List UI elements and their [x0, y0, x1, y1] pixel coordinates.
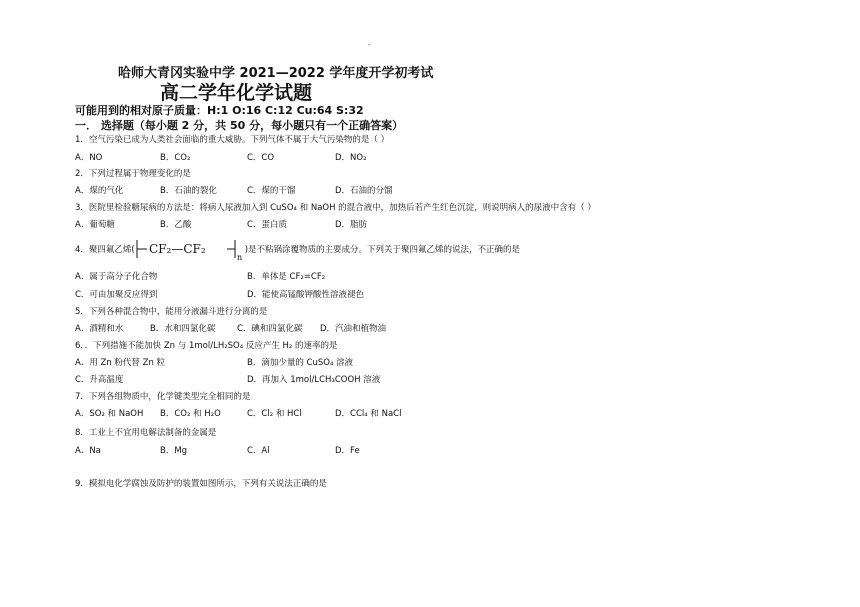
q5-option-b: B．水和四氯化碳: [150, 324, 216, 334]
q8-option-b: B．Mg: [160, 446, 188, 456]
q6-option-c: C．升高温度: [75, 375, 124, 385]
q1-option-c: C．CO: [247, 153, 275, 163]
question-1: 1．空气污染已成为人类社会面临的重大威胁。下列气体不属于大气污染物的是（ ）: [75, 135, 390, 145]
ptfe-repeat-unit: CF₂—CF₂: [148, 242, 206, 256]
q4-option-d: D．能使高锰酸钾酸性溶液褪色: [247, 290, 365, 300]
q5-option-c: C．碘和四氯化碳: [237, 324, 303, 334]
ptfe-subscript-n: n: [236, 253, 242, 262]
section-heading: 一． 选择题（每小题 2 分，共 50 分，每小题只有一个正确答案）: [75, 119, 404, 132]
q3-option-a: A．葡萄糖: [75, 220, 115, 230]
q5-option-a: A．酒精和水: [75, 324, 124, 334]
q2-option-b: B．石油的裂化: [160, 186, 217, 196]
q6-option-a: A．用 Zn 粉代替 Zn 粒: [75, 358, 166, 368]
q4-option-b: B．单体是 CF₂=CF₂: [247, 272, 326, 282]
question-3: 3．医院里检验糖尿病的方法是：将病人尿液加入到 CuSO₄ 和 NaOH 的混合液中，加热后若产生红色沉淀，则说明病人的尿液中含有（ ）: [75, 203, 596, 213]
q8-option-c: C．Al: [247, 446, 270, 456]
q2-option-a: A．煤的气化: [75, 186, 124, 196]
q2-option-c: C．煤的干馏: [247, 186, 296, 196]
q5-option-d: D．汽油和植物油: [320, 324, 387, 334]
header-dot: -: [368, 40, 371, 49]
school-heading: 哈师大青冈实验中学 2021—2022 学年度开学初考试: [118, 66, 434, 81]
question-4-pre: 4．聚四氟乙烯(: [75, 245, 135, 255]
q8-option-a: A．Na: [75, 446, 101, 456]
q1-option-b: B．CO₂: [160, 153, 191, 163]
q6-option-b: B．滴加少量的 CuSO₄ 溶液: [247, 358, 354, 368]
question-8: 8．工业上不宜用电解法制备的金属是: [75, 428, 217, 438]
atomic-mass-line: 可能用到的相对原子质量：H:1 O:16 C:12 Cu:64 S:32: [75, 104, 364, 117]
q4-option-a: A．属于高分子化合物: [75, 272, 158, 282]
q3-option-d: D．脂肪: [335, 220, 368, 230]
question-4: [75, 236, 520, 262]
q3-option-b: B．乙酸: [160, 220, 192, 230]
exam-title: 高二学年化学试题: [160, 82, 313, 104]
q7-option-a: A．SO₂ 和 NaOH: [75, 409, 144, 419]
question-7: 7．下列各组物质中，化学键类型完全相同的是: [75, 392, 251, 402]
q7-option-d: D．CCl₄ 和 NaCl: [335, 409, 402, 419]
q4-option-c: C．可由加聚反应得到: [75, 290, 158, 300]
q8-option-d: D．Fe: [335, 446, 360, 456]
q7-option-c: C．Cl₂ 和 HCl: [247, 409, 302, 419]
ptfe-formula: [135, 236, 245, 262]
q7-option-b: B．CO₂ 和 H₂O: [160, 409, 221, 419]
q2-option-d: D．石油的分馏: [335, 186, 393, 196]
q3-option-c: C．蛋白质: [247, 220, 287, 230]
q1-option-a: A．NO: [75, 153, 103, 163]
question-2: 2．下列过程属于物理变化的是: [75, 169, 191, 179]
question-6: 6．．下列措施不能加快 Zn 与 1mol/LH₂SO₄ 反应产生 H₂ 的速率的是: [75, 341, 338, 351]
question-9: 9．模拟电化学腐蚀及防护的装置如图所示，下列有关说法正确的是: [75, 479, 327, 489]
question-4-post: )是不粘锅涂覆物质的主要成分。下列关于聚四氟乙烯的说法，不正确的是: [244, 245, 521, 255]
question-5: 5．下列各种混合物中，能用分液漏斗进行分离的是: [75, 307, 268, 317]
q1-option-d: D．NO₂: [335, 153, 367, 163]
q6-option-d: D．再加入 1mol/LCH₃COOH 溶液: [247, 375, 381, 385]
